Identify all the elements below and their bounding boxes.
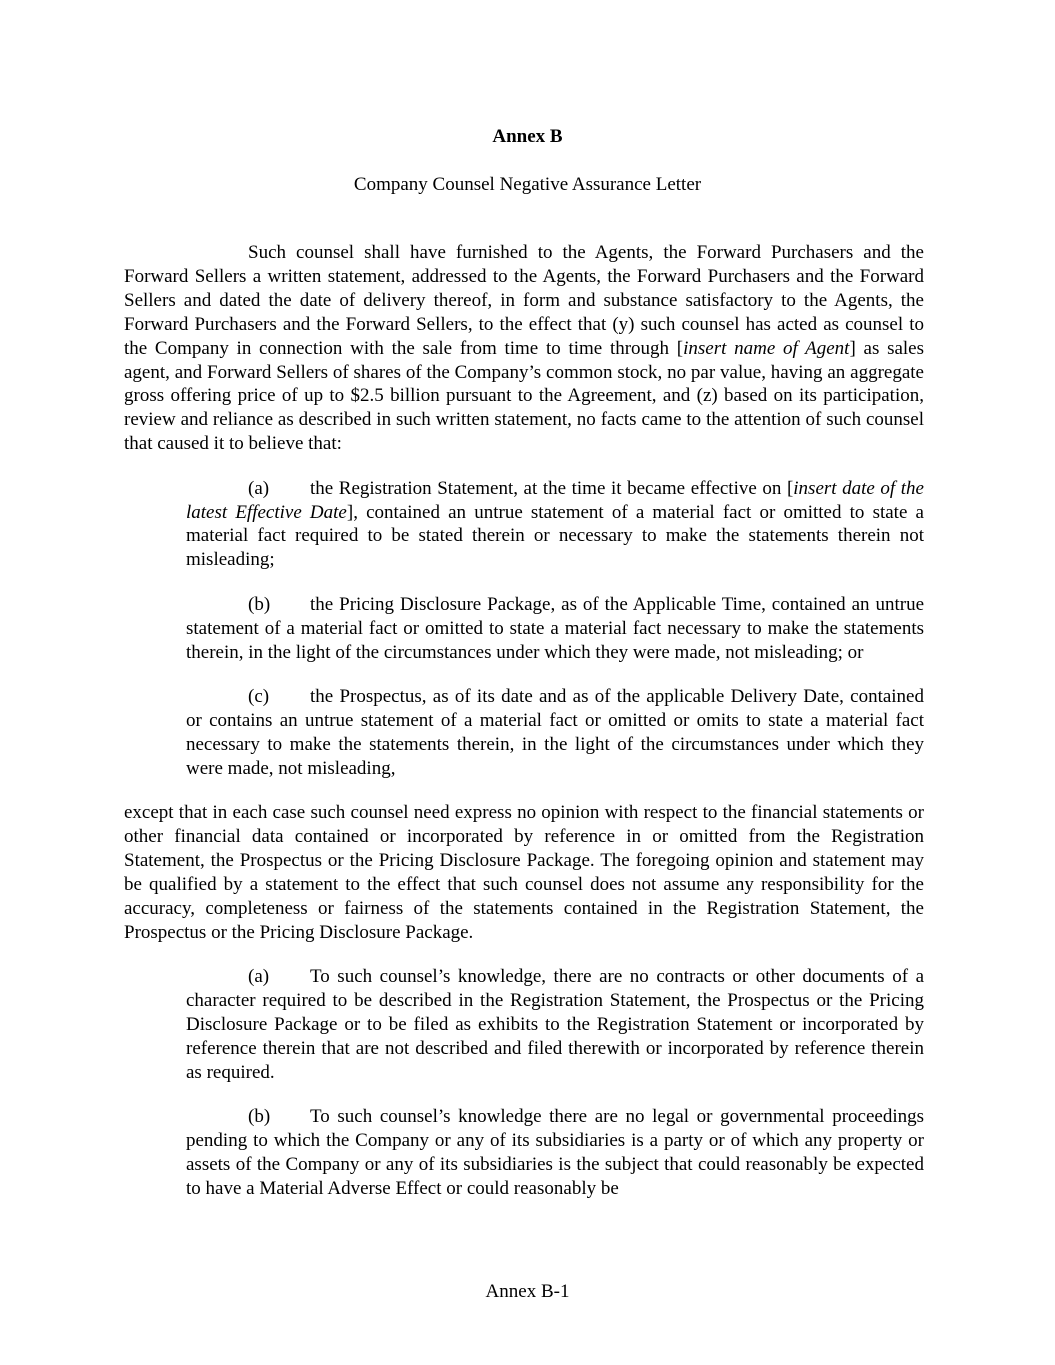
item-label: (c)	[248, 686, 270, 707]
intro-paragraph: Such counsel shall have furnished to the Agents, the Forward Purchasers and the Forward Sellers a written statement, addressed to the Agents, the Forward Purchasers and the Forward Sellers and dated the date of delivery thereof, in form and substance satisfactory to the Agents, the Forward Purchasers and the Forward Sellers, to the effect that (y) such counsel has acted as counsel to the Company in connection with the sale from time to time through [insert name of Agent] as sales agent, and Forward Sellers of shares of the Company’s common stock, no par value, having an aggregate gross offering price of up to $2.5 billion pursuant to the Agreement, and (z) based on its participation, review and reliance as described in such written statement, no facts came to the attention of such counsel that caused it to believe that:	[124, 242, 924, 455]
page-subtitle: Company Counsel Negative Assurance Letter	[353, 174, 702, 195]
placeholder-agent-name: insert name of Agent	[683, 337, 850, 359]
item-label: (a)	[248, 966, 270, 988]
placeholder-effective-date: insert date of the latest Effective Date	[186, 477, 924, 523]
page-title: Annex B	[492, 126, 563, 147]
list-item-b-pricing-disclosure: (b) the Pricing Disclosure Package, as of the Applicable Time, contained an untrue statement of a material fact or omitted to state a material fact necessary to make the statements therein, in the light of the circumstances under which they were made, not misleading; or	[186, 593, 924, 663]
item-label: (a)	[248, 477, 270, 499]
list-item-b-proceedings: (b) To such counsel’s knowledge there are no legal or governmental proceedings pending to which the Company or any of its subsidiaries is a party or of which any property or assets of the Company or any of its subsidiaries is the subject that could reasonably be expected to have a Material Adverse Effect or could reasonably be	[186, 1106, 924, 1199]
list-item-c-prospectus: (c) the Prospectus, as of its date and as of the applicable Delivery Date, contained or contains an untrue statement of a material fact or omitted or omits to state a material fact necessary to make the statements therein, in the light of the circumstances under which they were made, not misleading,	[186, 686, 924, 779]
exception-paragraph: except that in each case such counsel need express no opinion with respect to the financial statements or other financial data contained or incorporated by reference in or omitted from the Registration Statement, the Prospectus or the Pricing Disclosure Package. The foregoing opinion and statement may be qualified by a statement to the effect that such counsel does not assume any responsibility for the accuracy, completeness or fairness of the statements contained in the Registration Statement, the Prospectus or the Pricing Disclosure Package.	[124, 802, 924, 943]
list-item-a-registration-statement: (a) the Registration Statement, at the time it became effective on [insert date of the latest Effective Date], contained an untrue statement of a material fact or omitted to state a material fact required to be stated therein or necessary to make the statements therein not misleading;	[186, 477, 924, 571]
list-item-a-contracts: (a) To such counsel’s knowledge, there are no contracts or other documents of a character required to be described in the Registration Statement, the Prospectus or the Pricing Disclosure Package or to be filed as exhibits to the Registration Statement or incorporated by reference therein that are not described and filed therewith or incorporated by reference therein as required.	[186, 966, 924, 1083]
page-footer: Annex B-1	[485, 1281, 570, 1302]
item-label: (b)	[248, 593, 271, 615]
document-body	[124, 241, 924, 1221]
item-label: (b)	[248, 1106, 271, 1128]
